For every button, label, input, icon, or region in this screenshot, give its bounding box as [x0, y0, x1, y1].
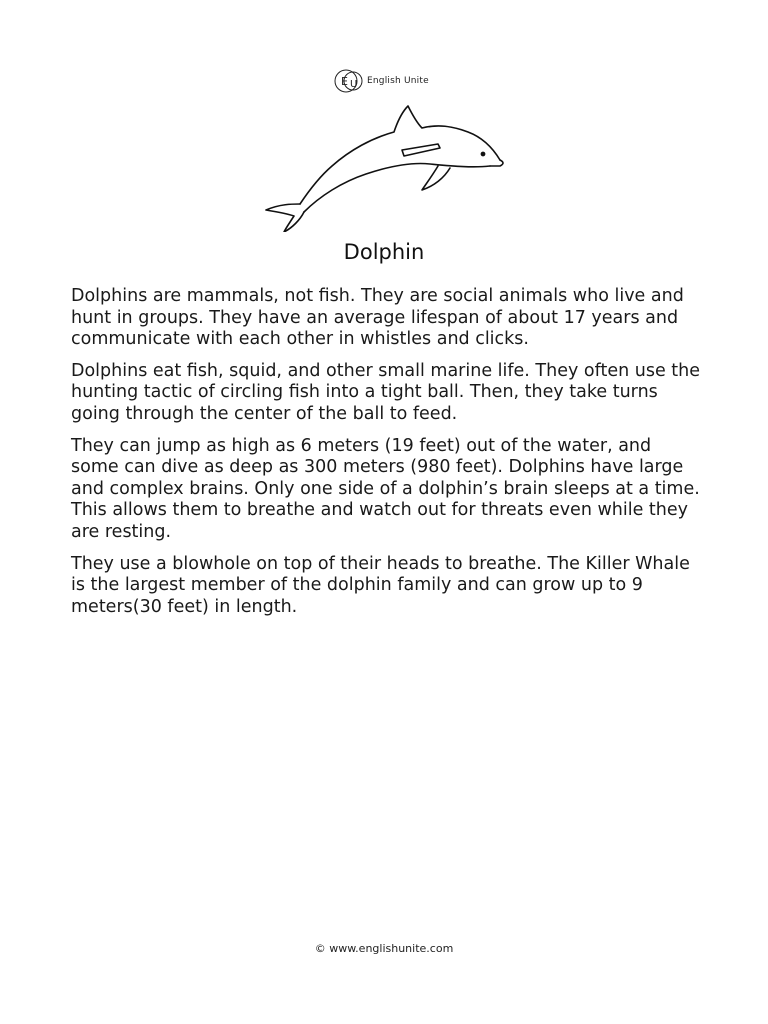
page-title: Dolphin: [343, 240, 425, 264]
footer-copyright: © www.englishunite.com: [314, 942, 454, 955]
paragraph-3: They can jump as high as 6 meters (19 feet) out of the water, and some can dive as deep as 300 meters (980 feet). Dolphins have large and complex brains. Only one side of a dolphin’s brain sleeps at a time. This allows them to breathe and watch out for threats even while they are resting.: [71, 435, 700, 542]
paragraph-1: Dolphins are mammals, not fish. They are social animals who live and hunt in groups. They have an average lifespan of about 17 years and communicate with each other in whistles and clicks.: [71, 286, 684, 350]
brand-name: English Unite: [367, 76, 429, 86]
english-unite-logo-icon: [334, 68, 364, 94]
paragraph-2: Dolphins eat fish, squid, and other small marine life. They often use the hunting tactic of circling fish into a tight ball. Then, they take turns going through the center of the ball to feed.: [71, 360, 701, 424]
dolphin-illustration: [262, 100, 508, 232]
svg-text:E: E: [341, 75, 348, 88]
dolphin-icon: [262, 100, 508, 232]
article-body: [71, 286, 701, 628]
svg-text:U: U: [350, 79, 358, 90]
brand-logo: [334, 66, 429, 96]
paragraph-4: They use a blowhole on top of their heads to breathe. The Killer Whale is the largest member of the dolphin family and can grow up to 9 meters(30 feet) in length.: [71, 553, 690, 617]
